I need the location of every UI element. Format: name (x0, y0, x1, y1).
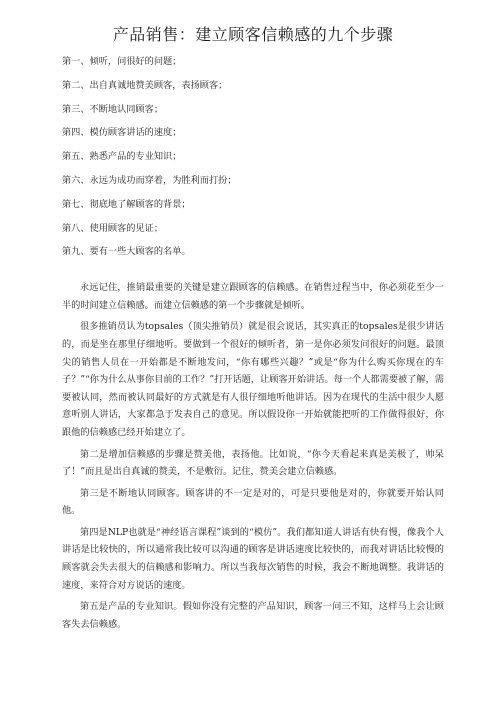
document-title: 产品销售：建立顾客信赖感的九个步骤 (112, 25, 394, 44)
paragraph: 第四是NLP也就是“神经语言课程”谈到的“模仿”。我们都知道人讲话有快有慢，像我个人讲话是比较快的，所以通常我比较可以沟通的顾客是讲话速度比较快的，而我对讲话比较慢的顾客就会失去很大的信赖感和影响力。所以当我每次销售的时候，我会不断地调整。我讲话的速度，来符合对方说话的速度。 (62, 526, 444, 591)
step-item: 第三、不断地认同顾客； (62, 103, 164, 115)
step-item: 第四、模仿顾客讲话的速度； (62, 127, 182, 139)
step-item: 第六、永远为成功而穿着，为胜利而打扮； (62, 174, 237, 186)
steps-list (62, 55, 444, 258)
step-item: 第九、要有一些大顾客的名单。 (62, 246, 191, 258)
step-item: 第八、使用顾客的见证； (62, 222, 164, 234)
step-item: 第五、熟悉产品的专业知识； (62, 151, 182, 163)
step-item: 第七、彻底地了解顾客的背景； (62, 198, 191, 210)
step-item: 第二、出自真诚地赞美顾客，表扬顾客； (62, 79, 228, 91)
paragraph: 第二是增加信赖感的步骤是赞美他，表扬他。比如说，“你今天看起来真是美极了，帅呆了！”而且是出自真诚的赞美，不是敷衍。记住，赞美会建立信赖感。 (62, 448, 444, 478)
body-text (62, 279, 444, 633)
step-item: 第一、倾听，问很好的问题； (62, 56, 182, 67)
section-spacer (62, 269, 444, 279)
paragraph: 永远记住，推销最重要的关键是建立跟顾客的信赖感。在销售过程当中，你必须花至少一半的时间建立信赖感。而建立信赖感的第一个步骤就是倾听。 (62, 282, 444, 311)
paragraph: 第五是产品的专业知识。假如你没有完整的产品知识，顾客一问三不知，这样马上会让顾客失去信赖感。 (62, 601, 444, 630)
paragraph: 第三是不断地认同顾客。顾客讲的不一定是对的，可是只要他是对的，你就要开始认同他。 (62, 487, 444, 517)
paragraph: 很多推销员认为topsales（顶尖推销员）就是很会说话，其实真正的topsales是很少讲话的，而是坐在那里仔细地听。要做到一个很好的倾听者，第一是你必须发问很好的问题。最顶尖的销售人员在一开始都是不断地发问，“你有哪些兴趣？”或是“你为什么购买你现在的车子？”“你为什么从事你目前的工作？”打开话题，让顾客开始讲话。每一个人都需要被了解，需要被认同，然而被认同最好的方式就是有人很仔细地听他讲话。因为在现代的生活中很少人愿意听别人讲话，大家都急于发表自己的意见。所以假设你一开始就能把听的工作做得很好，你跟他的信赖感已经开始建立了。 (62, 321, 444, 438)
